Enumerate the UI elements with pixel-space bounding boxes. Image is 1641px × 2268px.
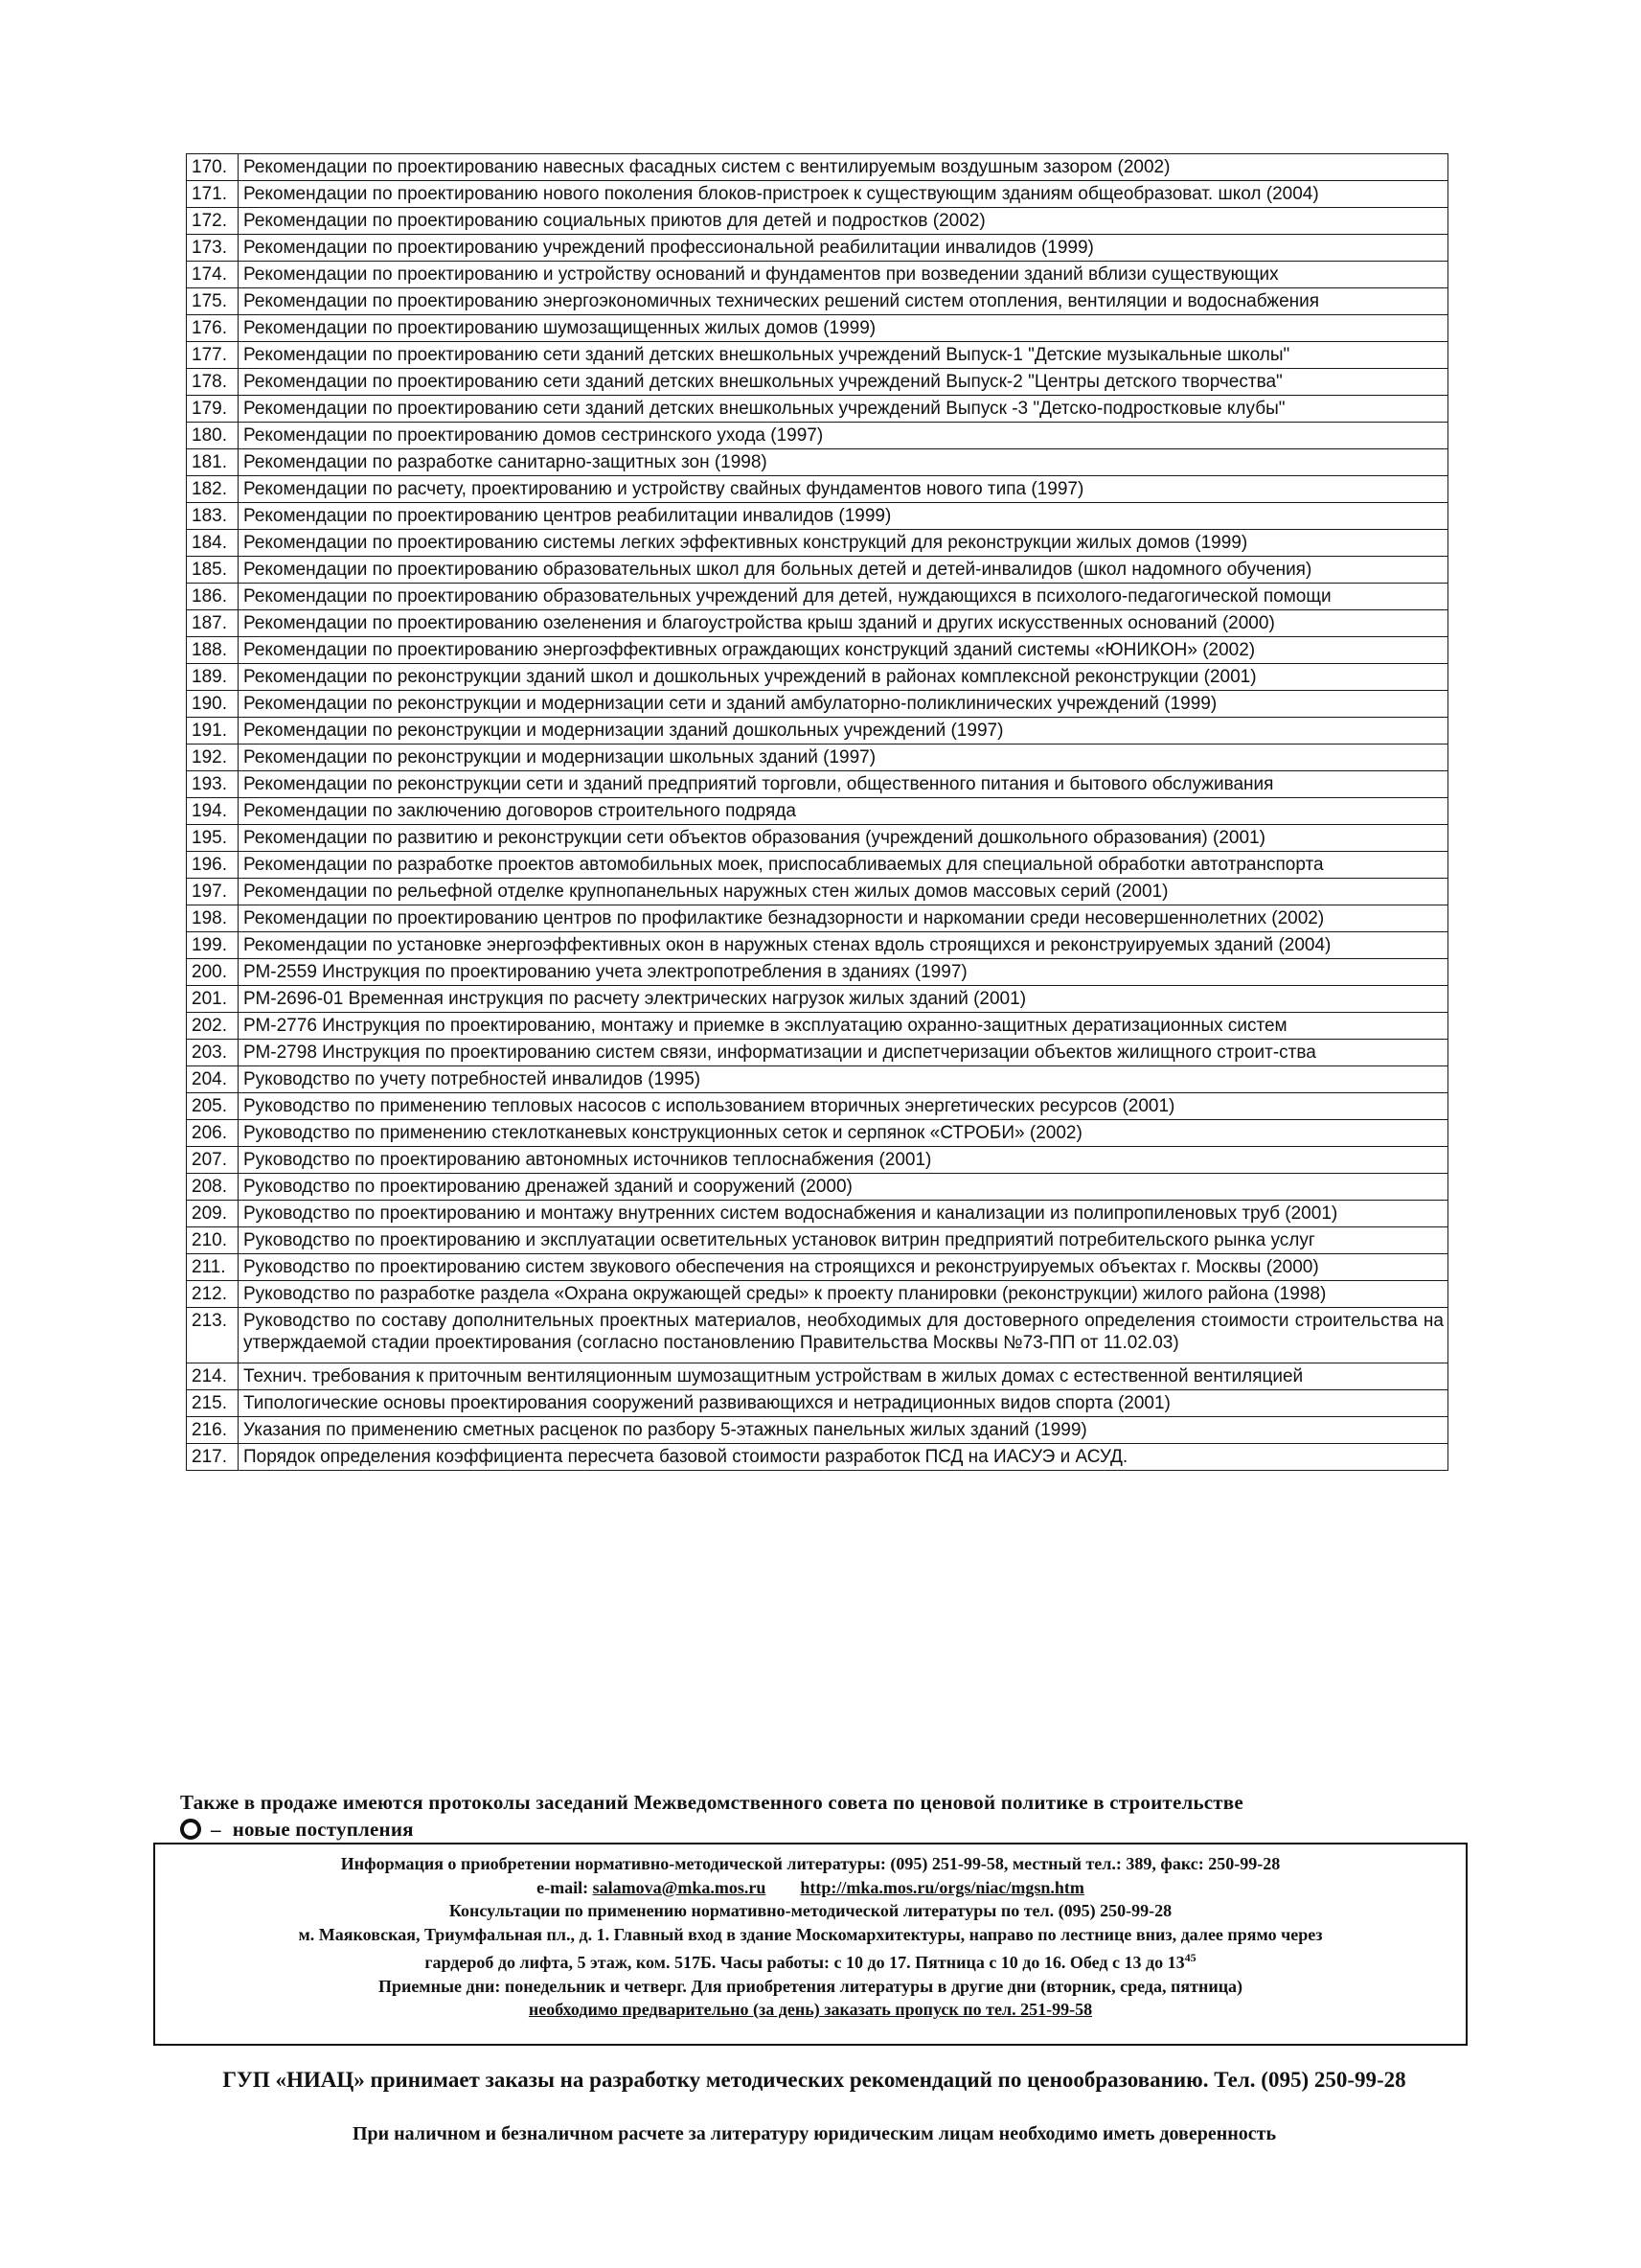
item-number: 199. bbox=[187, 932, 239, 959]
item-number: 179. bbox=[187, 396, 239, 423]
item-number: 208. bbox=[187, 1174, 239, 1201]
info-address-line: м. Маяковская, Триумфальная пл., д. 1. Главный вход в здание Москомархитектуры, направо по лестнице вниз, далее прямо через bbox=[298, 1924, 1323, 1944]
list-item bbox=[187, 476, 1448, 503]
item-number: 204. bbox=[187, 1066, 239, 1093]
list-item bbox=[187, 235, 1448, 262]
item-title: Рекомендации по расчету, проектированию и устройству свайных фундаментов нового типа (1997) bbox=[239, 476, 1448, 503]
item-number: 200. bbox=[187, 959, 239, 986]
item-title: Руководство по применению тепловых насосов с использованием вторичных энергетических ресурсов (2001) bbox=[239, 1093, 1448, 1120]
item-number: 181. bbox=[187, 449, 239, 476]
item-number: 176. bbox=[187, 315, 239, 342]
item-title: Рекомендации по реконструкции и модернизации зданий дошкольных учреждений (1997) bbox=[239, 718, 1448, 745]
item-title: Рекомендации по проектированию нового поколения блоков-пристроек к существующим зданиям общеобразоват. школ (2004) bbox=[239, 181, 1448, 208]
item-title: Рекомендации по проектированию энергоэкономичных технических решений систем отопления, вентиляции и водоснабжения bbox=[239, 288, 1448, 315]
item-number: 195. bbox=[187, 825, 239, 852]
item-number: 192. bbox=[187, 745, 239, 771]
item-title: Рекомендации по проектированию сети зданий детских внешкольных учреждений Выпуск -3 "Детско-подростковые клубы" bbox=[239, 396, 1448, 423]
list-item bbox=[187, 423, 1448, 449]
list-item bbox=[187, 208, 1448, 235]
item-number: 193. bbox=[187, 771, 239, 798]
legend bbox=[180, 1817, 1464, 1842]
item-number: 178. bbox=[187, 369, 239, 396]
list-item bbox=[187, 745, 1448, 771]
item-title: Рекомендации по реконструкции сети и зданий предприятий торговли, общественного питания и бытового обслуживания bbox=[239, 771, 1448, 798]
list-item bbox=[187, 959, 1448, 986]
item-title: РМ-2559 Инструкция по проектированию учета электропотребления в зданиях (1997) bbox=[239, 959, 1448, 986]
item-title: Рекомендации по рельефной отделке крупнопанельных наружных стен жилых домов массовых серий (2001) bbox=[239, 879, 1448, 905]
item-title: Рекомендации по проектированию учреждений профессиональной реабилитации инвалидов (1999) bbox=[239, 235, 1448, 262]
list-item bbox=[187, 1040, 1448, 1066]
item-number: 209. bbox=[187, 1201, 239, 1227]
list-item bbox=[187, 879, 1448, 905]
item-number: 212. bbox=[187, 1281, 239, 1308]
item-number: 173. bbox=[187, 235, 239, 262]
list-item bbox=[187, 771, 1448, 798]
item-number: 206. bbox=[187, 1120, 239, 1147]
item-title: Руководство по разработке раздела «Охрана окружающей среды» к проекту планировки (реконструкции) жилого района (1998) bbox=[239, 1281, 1448, 1308]
info-days-line: Приемные дни: понедельник и четверг. Для приобретения литературы в другие дни (вторник, среда, пятница) bbox=[377, 1976, 1243, 1996]
list-item bbox=[187, 262, 1448, 288]
list-item bbox=[187, 1254, 1448, 1281]
list-item bbox=[187, 1281, 1448, 1308]
list-item bbox=[187, 288, 1448, 315]
item-title: Рекомендации по проектированию образовательных школ для больных детей и детей-инвалидов (школ надомного обучения) bbox=[239, 557, 1448, 584]
payment-note: При наличном и безналичном расчете за литературу юридическим лицам необходимо иметь доверенность bbox=[352, 2123, 1277, 2144]
website-link[interactable]: http://mka.mos.ru/orgs/niac/mgsn.htm bbox=[800, 1877, 1084, 1897]
item-number: 194. bbox=[187, 798, 239, 825]
list-item bbox=[187, 905, 1448, 932]
legend-dash: – bbox=[211, 1818, 221, 1841]
item-number: 183. bbox=[187, 503, 239, 530]
item-title: Рекомендации по проектированию и устройству оснований и фундаментов при возведении зданий вблизи существующих bbox=[239, 262, 1448, 288]
email-link[interactable]: salamova@mka.mos.ru bbox=[592, 1877, 766, 1897]
item-number: 185. bbox=[187, 557, 239, 584]
list-item bbox=[187, 342, 1448, 369]
item-title: Руководство по проектированию и эксплуатации осветительных установок витрин предприятий потребительского рынка услуг bbox=[239, 1227, 1448, 1254]
item-number: 186. bbox=[187, 584, 239, 610]
item-title: Рекомендации по разработке санитарно-защитных зон (1998) bbox=[239, 449, 1448, 476]
item-title: Рекомендации по проектированию центров по профилактике безнадзорности и наркомании среди несовершеннолетних (2002) bbox=[239, 905, 1448, 932]
list-item bbox=[187, 503, 1448, 530]
item-title: Рекомендации по установке энергоэффективных окон в наружных стенах вдоль строящихся и реконструируемых зданий (2004) bbox=[239, 932, 1448, 959]
item-title: Рекомендации по заключению договоров строительного подряда bbox=[239, 798, 1448, 825]
item-title: Рекомендации по проектированию системы легких эффективных конструкций для реконструкции жилых домов (1999) bbox=[239, 530, 1448, 557]
list-item bbox=[187, 1093, 1448, 1120]
item-number: 196. bbox=[187, 852, 239, 879]
item-number: 177. bbox=[187, 342, 239, 369]
item-title: Указания по применению сметных расценок по разбору 5-этажных панельных жилых зданий (1999) bbox=[239, 1417, 1448, 1444]
list-item bbox=[187, 1066, 1448, 1093]
item-number: 180. bbox=[187, 423, 239, 449]
item-number: 201. bbox=[187, 986, 239, 1013]
list-item bbox=[187, 181, 1448, 208]
item-number: 172. bbox=[187, 208, 239, 235]
list-item bbox=[187, 637, 1448, 664]
item-number: 189. bbox=[187, 664, 239, 691]
item-number: 198. bbox=[187, 905, 239, 932]
item-number: 175. bbox=[187, 288, 239, 315]
item-title: Рекомендации по проектированию шумозащищенных жилых домов (1999) bbox=[239, 315, 1448, 342]
item-number: 187. bbox=[187, 610, 239, 637]
info-hours-text: гардероб до лифта, 5 этаж, ком. 517Б. Часы работы: с 10 до 17. Пятница с 10 до 16. Обед с 13 до 13 bbox=[424, 1953, 1185, 1972]
item-number: 216. bbox=[187, 1417, 239, 1444]
list-item bbox=[187, 530, 1448, 557]
item-number: 210. bbox=[187, 1227, 239, 1254]
list-item bbox=[187, 1147, 1448, 1174]
item-title: Рекомендации по проектированию образовательных учреждений для детей, нуждающихся в психолого-педагогической помощи bbox=[239, 584, 1448, 610]
item-number: 217. bbox=[187, 1444, 239, 1471]
list-item bbox=[187, 610, 1448, 637]
item-number: 214. bbox=[187, 1363, 239, 1390]
item-title: Руководство по проектированию дренажей зданий и сооружений (2000) bbox=[239, 1174, 1448, 1201]
item-title: Руководство по составу дополнительных проектных материалов, необходимых для достоверного определения стоимости строительства на утверждаемой стадии проектирования (согласно постановлению Правительства Москвы №73-ПП от 11.02.03) bbox=[239, 1308, 1448, 1363]
protocols-note: Также в продаже имеются протоколы заседаний Межведомственного совета по ценовой политике в строительстве bbox=[180, 1791, 1243, 1814]
item-number: 191. bbox=[187, 718, 239, 745]
list-item bbox=[187, 1013, 1448, 1040]
item-number: 213. bbox=[187, 1308, 239, 1363]
item-title: Технич. требования к приточным вентиляционным шумозащитным устройствам в жилых домах с естественной вентиляцией bbox=[239, 1363, 1448, 1390]
info-consult-line: Консультации по применению нормативно-методической литературы по тел. (095) 250-99-28 bbox=[448, 1901, 1173, 1920]
list-item bbox=[187, 449, 1448, 476]
item-number: 182. bbox=[187, 476, 239, 503]
item-title: Рекомендации по разработке проектов автомобильных моек, приспосабливаемых для специальной обработки автотранспорта bbox=[239, 852, 1448, 879]
info-contacts-line bbox=[163, 1876, 1458, 1900]
list-item bbox=[187, 1390, 1448, 1417]
list-item bbox=[187, 852, 1448, 879]
item-title: Рекомендации по проектированию центров реабилитации инвалидов (1999) bbox=[239, 503, 1448, 530]
list-item bbox=[187, 691, 1448, 718]
item-number: 205. bbox=[187, 1093, 239, 1120]
list-item bbox=[187, 315, 1448, 342]
list-item bbox=[187, 1201, 1448, 1227]
list-item bbox=[187, 1417, 1448, 1444]
item-number: 184. bbox=[187, 530, 239, 557]
list-item bbox=[187, 396, 1448, 423]
list-item bbox=[187, 718, 1448, 745]
item-number: 202. bbox=[187, 1013, 239, 1040]
item-number: 211. bbox=[187, 1254, 239, 1281]
list-item bbox=[187, 1444, 1448, 1471]
item-number: 170. bbox=[187, 154, 239, 181]
item-title: Рекомендации по развитию и реконструкции сети объектов образования (учреждений дошкольного образования) (2001) bbox=[239, 825, 1448, 852]
item-title: Рекомендации по проектированию социальных приютов для детей и подростков (2002) bbox=[239, 208, 1448, 235]
item-title: РМ-2798 Инструкция по проектированию систем связи, информатизации и диспетчеризации объектов жилищного строит-ства bbox=[239, 1040, 1448, 1066]
item-title: Рекомендации по проектированию озеленения и благоустройства крыш зданий и других искусственных оснований (2000) bbox=[239, 610, 1448, 637]
item-number: 203. bbox=[187, 1040, 239, 1066]
list-item bbox=[187, 986, 1448, 1013]
item-title: РМ-2776 Инструкция по проектированию, монтажу и приемке в эксплуатацию охранно-защитных дератизационных систем bbox=[239, 1013, 1448, 1040]
info-purchase-line: Информация о приобретении нормативно-методической литературы: (095) 251-99-58, местный тел.: 389, факс: 250-99-28 bbox=[340, 1854, 1281, 1873]
item-title: Рекомендации по реконструкции и модернизации школьных зданий (1997) bbox=[239, 745, 1448, 771]
list-item bbox=[187, 1227, 1448, 1254]
list-item bbox=[187, 154, 1448, 181]
publications-table bbox=[186, 153, 1448, 1471]
email-label: e-mail: bbox=[536, 1877, 589, 1897]
item-title: Руководство по проектированию автономных источников теплоснабжения (2001) bbox=[239, 1147, 1448, 1174]
info-hours-line bbox=[163, 1946, 1458, 1975]
item-title: Рекомендации по реконструкции зданий школ и дошкольных учреждений в районах комплексной реконструкции (2001) bbox=[239, 664, 1448, 691]
item-title: Руководство по проектированию и монтажу внутренних систем водоснабжения и канализации из полипропиленовых труб (2001) bbox=[239, 1201, 1448, 1227]
order-note: ГУП «НИАЦ» принимает заказы на разработку методических рекомендаций по ценообразованию. Тел. (095) 250-99-28 bbox=[222, 2068, 1406, 2092]
list-item bbox=[187, 932, 1448, 959]
list-item bbox=[187, 664, 1448, 691]
list-item bbox=[187, 1363, 1448, 1390]
info-pass-line: необходимо предварительно (за день) заказать пропуск по тел. 251-99-58 bbox=[528, 2000, 1093, 2019]
item-title: Рекомендации по проектированию навесных фасадных систем с вентилируемым воздушным зазором (2002) bbox=[239, 154, 1448, 181]
item-title: РМ-2696-01 Временная инструкция по расчету электрических нагрузок жилых зданий (2001) bbox=[239, 986, 1448, 1013]
list-item bbox=[187, 557, 1448, 584]
item-title: Рекомендации по проектированию сети зданий детских внешкольных учреждений Выпуск-1 "Детские музыкальные школы" bbox=[239, 342, 1448, 369]
item-title: Типологические основы проектирования сооружений развивающихся и нетрадиционных видов спорта (2001) bbox=[239, 1390, 1448, 1417]
item-number: 215. bbox=[187, 1390, 239, 1417]
list-item bbox=[187, 1308, 1448, 1363]
additional-note bbox=[180, 1790, 1464, 1842]
list-item bbox=[187, 825, 1448, 852]
item-title: Рекомендации по проектированию домов сестринского ухода (1997) bbox=[239, 423, 1448, 449]
list-item bbox=[187, 1120, 1448, 1147]
contact-info-box bbox=[153, 1843, 1468, 2046]
item-title: Рекомендации по проектированию сети зданий детских внешкольных учреждений Выпуск-2 "Центры детского творчества" bbox=[239, 369, 1448, 396]
item-number: 197. bbox=[187, 879, 239, 905]
item-title: Руководство по проектированию систем звукового обеспечения на строящихся и реконструируемых объектах г. Москвы (2000) bbox=[239, 1254, 1448, 1281]
list-item bbox=[187, 798, 1448, 825]
new-item-circle-icon bbox=[180, 1819, 201, 1840]
legend-text: новые поступления bbox=[232, 1818, 414, 1841]
list-item bbox=[187, 584, 1448, 610]
item-number: 174. bbox=[187, 262, 239, 288]
item-title: Руководство по применению стеклотканевых конструкционных сеток и серпянок «СТРОБИ» (2002) bbox=[239, 1120, 1448, 1147]
list-item bbox=[187, 369, 1448, 396]
info-hours-minutes: 45 bbox=[1184, 1951, 1197, 1964]
item-title: Руководство по учету потребностей инвалидов (1995) bbox=[239, 1066, 1448, 1093]
list-item bbox=[187, 1174, 1448, 1201]
item-number: 171. bbox=[187, 181, 239, 208]
item-number: 207. bbox=[187, 1147, 239, 1174]
item-number: 188. bbox=[187, 637, 239, 664]
item-title: Рекомендации по проектированию энергоэффективных ограждающих конструкций зданий системы «ЮНИКОН» (2002) bbox=[239, 637, 1448, 664]
item-title: Рекомендации по реконструкции и модернизации сети и зданий амбулаторно-поликлинических учреждений (1999) bbox=[239, 691, 1448, 718]
item-number: 190. bbox=[187, 691, 239, 718]
item-title: Порядок определения коэффициента пересчета базовой стоимости разработок ПСД на ИАСУЭ и АСУД. bbox=[239, 1444, 1448, 1471]
